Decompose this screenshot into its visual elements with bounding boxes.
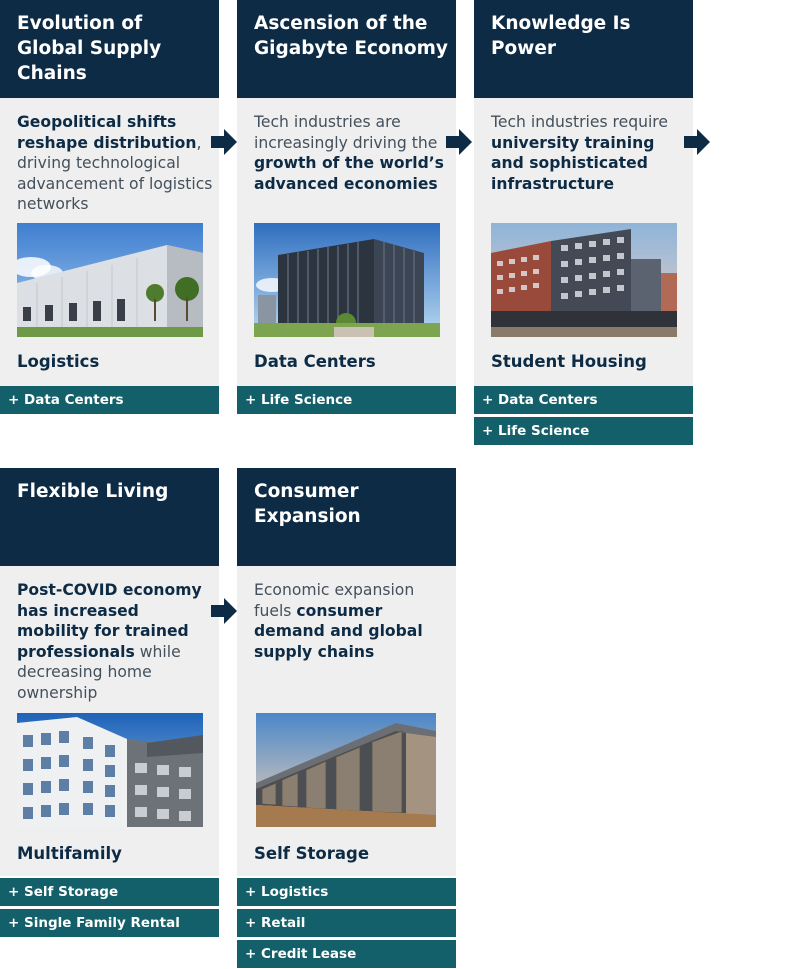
sector-label: Self Storage [254, 844, 370, 863]
description-emphasis: Geopolitical shifts reshape distribution [17, 113, 197, 152]
card-description [17, 580, 213, 703]
card-description [254, 112, 450, 194]
card-description [491, 112, 687, 194]
tag-item: + Credit Lease [237, 940, 456, 968]
tag-item: + Logistics [237, 878, 456, 906]
description-emphasis: growth of the world’s advanced economies [254, 154, 444, 193]
card-title: Knowledge Is Power [491, 13, 631, 59]
tag-item: + Life Science [474, 417, 693, 445]
card-description [254, 580, 450, 662]
card-title: Flexible Living [17, 481, 169, 502]
card-header [237, 0, 456, 98]
card-body [0, 98, 219, 386]
card-description [17, 112, 213, 215]
self-storage-photo [256, 713, 436, 827]
description-text: while decreasing home ownership [17, 642, 181, 702]
student-housing-photo [491, 223, 677, 337]
description-emphasis: Post-COVID economy has increased mobility for trained professionals [17, 581, 202, 661]
card-header [0, 0, 219, 98]
description-text: , driving technological advancement of logistics networks [17, 133, 213, 213]
description-emphasis: university training and sophisticated infrastructure [491, 133, 655, 193]
tag-item: + Data Centers [0, 386, 219, 414]
arrow-right-icon [211, 129, 237, 155]
card-body [237, 98, 456, 386]
tag-item: + Single Family Rental [0, 909, 219, 937]
arrow-right-icon [211, 598, 237, 624]
sector-label: Data Centers [254, 352, 376, 371]
sector-label: Multifamily [17, 844, 122, 863]
card-body [237, 566, 456, 876]
multifamily-photo [17, 713, 203, 827]
description-text: Tech industries require [491, 113, 668, 131]
tag-item: + Self Storage [0, 878, 219, 906]
sector-label: Student Housing [491, 352, 647, 371]
description-emphasis: consumer demand and global supply chains [254, 601, 423, 661]
description-text: Economic expansion fuels [254, 581, 415, 620]
card-title: Evolution of Global Supply Chains [17, 13, 162, 84]
card-body [474, 98, 693, 386]
tag-item: + Life Science [237, 386, 456, 414]
card-title: Ascension of the Gigabyte Economy [254, 13, 448, 59]
sector-label: Logistics [17, 352, 100, 371]
warehouse-photo [17, 223, 203, 337]
description-text: Tech industries are increasingly driving the [254, 113, 438, 152]
card-body [0, 566, 219, 876]
data-center-photo [254, 223, 440, 337]
arrow-right-icon [684, 129, 710, 155]
card-header [237, 468, 456, 566]
tag-item: + Retail [237, 909, 456, 937]
card-header [0, 468, 219, 566]
card-header [474, 0, 693, 98]
tag-item: + Data Centers [474, 386, 693, 414]
arrow-right-icon [446, 129, 472, 155]
card-title: Consumer Expansion [254, 481, 361, 527]
